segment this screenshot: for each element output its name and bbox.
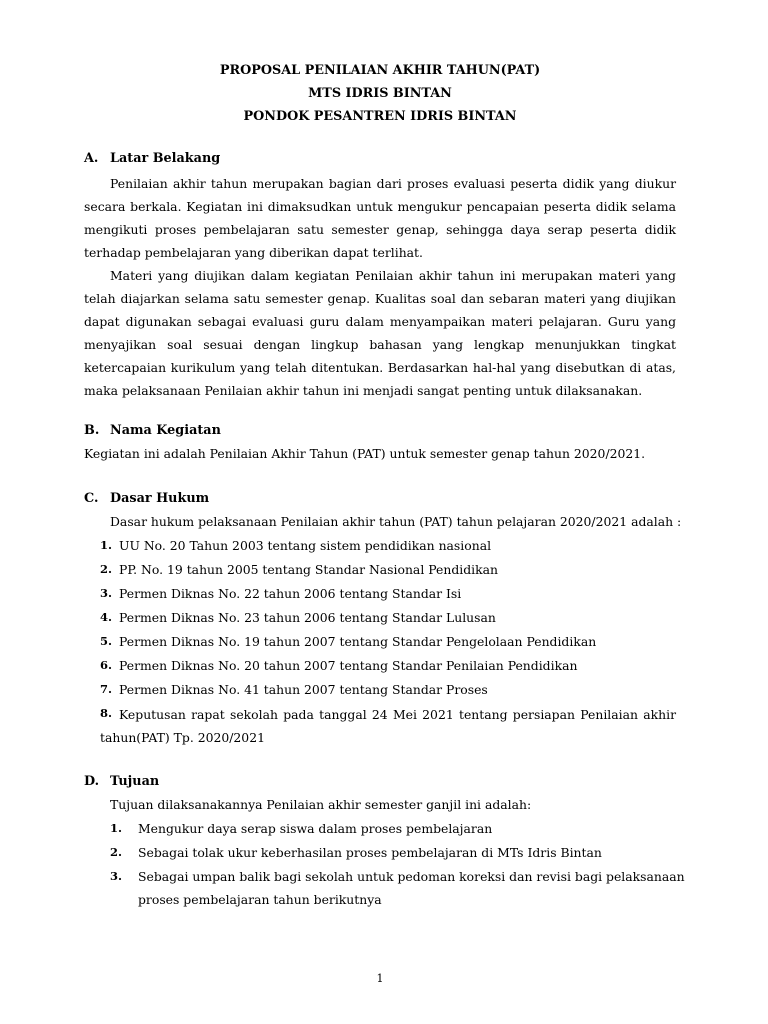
section-c-letter: C. (84, 491, 99, 506)
section-b-text: Kegiatan ini adalah Penilaian Akhir Tahun (PAT) untuk semester genap tahun 2020/2021. (84, 446, 646, 461)
section-a-letter: A. (84, 151, 99, 166)
section-b-title: Nama Kegiatan (110, 423, 221, 438)
section-b-letter: B. (84, 423, 100, 438)
section-d-intro: Tujuan dilaksanakannya Penilaian akhir semester ganjil ini adalah: (110, 797, 532, 812)
title-line-1: PROPOSAL PENILAIAN AKHIR TAHUN(PAT) (219, 63, 541, 78)
document-title (0, 59, 760, 128)
section-b-heading (84, 423, 221, 438)
section-c-title: Dasar Hukum (110, 491, 210, 506)
page-number: 1 (376, 972, 384, 985)
title-line-3: PONDOK PESANTREN IDRIS BINTAN (243, 109, 517, 124)
document-page: PROPOSAL PENILAIAN AKHIR TAHUN(PAT) MTS IDRIS BINTAN PONDOK PESANTREN IDRIS BINTAN A. Latar Belakang Penilaian akhir tahun merupakan bagian dari proses evaluasi peserta didik yang diukur secara berkala. Kegiatan ini dimaksudkan untuk mengukur pencapaian peserta didik selama mengikuti proses pembelajaran satu semester genap, sehingga daya serap peserta didik terhadap pembelajaran yang diberikan dapat terlihat. Materi yang diujikan dalam kegiatan Penilaian akhir tahun ini merupakan materi yang telah diajarkan selama satu semester genap. Kualitas soal dan sebaran materi yang diujikan dapat digunakan sebagai evaluasi guru dalam menyampaikan materi pelajaran. Guru yang menyajikan soal sesuai dengan lingkup bahasan yang lengkap menunjukkan tingkat ketercapaian kurikulum yang telah ditentukan. Berdasarkan hal-hal yang disebutkan di atas, maka pelaksanaan Penilaian akhir tahun ini menjadi sangat penting untuk dilaksanakan. B. Nama Kegiatan Kegiatan ini adalah Penilaian Akhir Tahun (PAT) untuk semester genap tahun 2020/2021. C. Dasar Hukum Dasar hukum pelaksanaan Penilaian akhir tahun (PAT) tahun pelajaran 2020/2021 adalah : 1. UU No. 20 Tahun 2003 tentang sistem pendidikan nasional 2. PP. No. 19 tahun 2005 tentang Standar Nasional Pendidikan 3. Permen Diknas No. 22 tahun 2006 tentang Standar Isi 4. Permen Diknas No. 23 tahun 2006 tentang Standar Lulusan 5. Permen Diknas No. 19 tahun 2007 tentang Standar Pengelolaan Pendidikan 6. Permen Diknas No. 20 tahun 2007 tentang Standar Penilaian Pendidikan 7. Permen Diknas No. 41 tahun 2007 tentang Standar Proses 8. Keputusan rapat sekolah pada tanggal 24 Mei 2021 tentang persiapan Penilaian akhir tahun(PAT) Tp. 2020/2021 D. Tujuan Tujuan dilaksanakannya Penilaian akhir semester ganjil ini adalah: 1. Mengukur daya serap siswa dalam proses pembelajaran 2. Sebagai tolak ukur keberhasilan proses pembelajaran di MTs Idris Bintan 3. Sebagai umpan balik bagi sekolah untuk pedoman koreksi dan revisi bagi pelaksanaan proses pembelajaran tahun berikutnya 1 (0, 0, 768, 1024)
section-a-title: Latar Belakang (110, 151, 221, 166)
section-d-title: Tujuan (110, 774, 160, 789)
section-c-heading (84, 491, 209, 506)
section-a-paragraph-2: Materi yang diujikan dalam kegiatan Penilaian akhir tahun ini merupakan materi yang telah diajarkan selama satu semester genap. Kualitas soal dan sebaran materi yang diujikan dapat digunakan sebagai evaluasi guru dalam menyampaikan materi pelajaran. Guru yang menyajikan soal sesuai dengan lingkup bahasan yang lengkap menunjukkan tingkat ketercapaian kurikulum yang telah ditentukan. Berdasarkan hal-hal yang disebutkan di atas, maka pelaksanaan Penilaian akhir tahun ini menjadi sangat penting untuk dilaksanakan. (84, 268, 676, 399)
title-line-2: MTS IDRIS BINTAN (308, 86, 452, 101)
section-a-heading (84, 151, 220, 166)
section-d-heading (84, 774, 159, 789)
section-a-paragraph-1: Penilaian akhir tahun merupakan bagian dari proses evaluasi peserta didik yang diukur secara berkala. Kegiatan ini dimaksudkan untuk mengukur pencapaian peserta didik selama mengikuti proses pembelajaran satu semester genap, sehingga daya serap peserta didik terhadap pembelajaran yang diberikan dapat terlihat. (84, 176, 676, 261)
section-d-letter: D. (84, 774, 100, 789)
list-item-text: Keputusan rapat sekolah pada tanggal 24 Mei 2021 tentang persiapan Penilaian akhir tahun(PAT) Tp. 2020/2021 (100, 707, 676, 746)
section-c-intro: Dasar hukum pelaksanaan Penilaian akhir tahun (PAT) tahun pelajaran 2020/2021 adalah : (110, 514, 682, 529)
